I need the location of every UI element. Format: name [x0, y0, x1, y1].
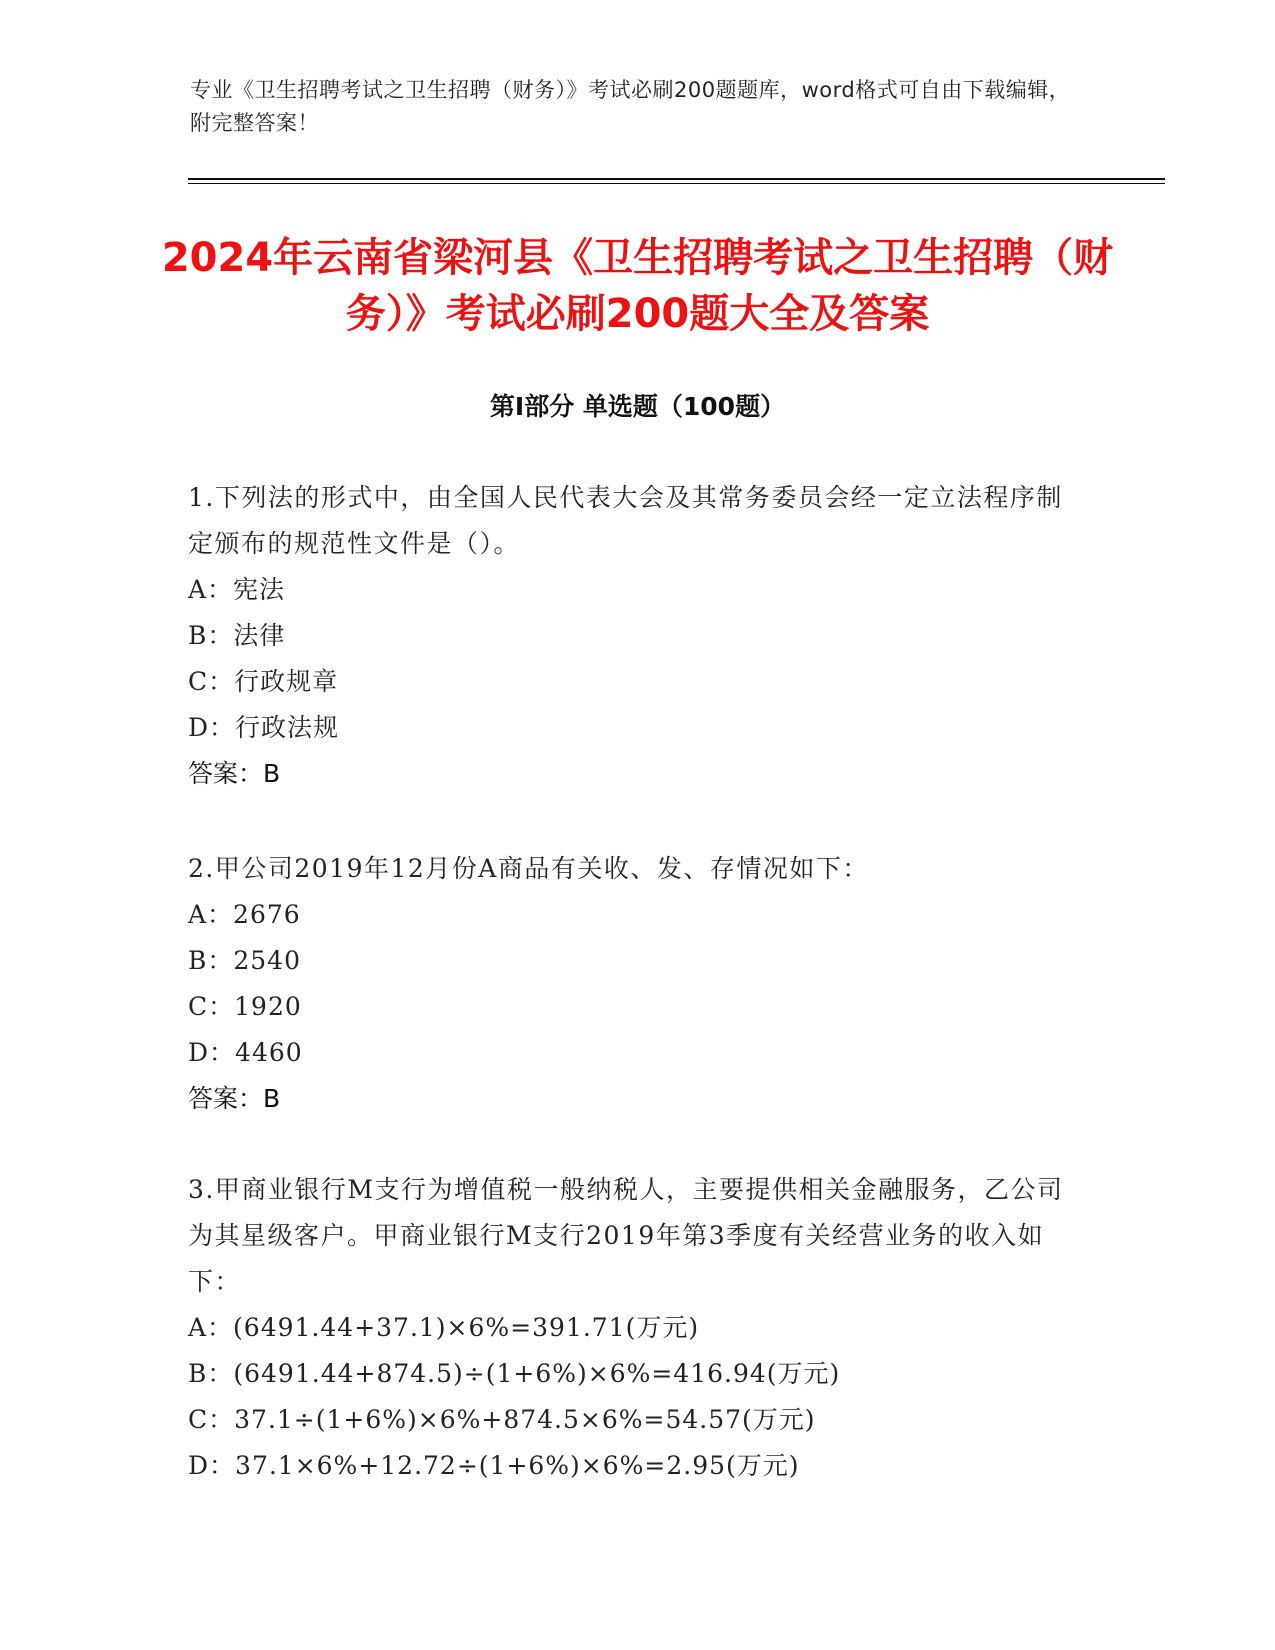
- option-d: D：行政法规: [188, 713, 340, 742]
- question-1: [188, 475, 1088, 797]
- header-divider-thick: [188, 178, 1165, 180]
- option-c: C：1920: [188, 992, 302, 1021]
- answer: 答案：B: [188, 759, 281, 788]
- question-stem: 1.下列法的形式中，由全国人民代表大会及其常务委员会经一定立法程序制定颁布的规范性文件是（）。: [188, 483, 1063, 558]
- answer: 答案：B: [188, 1084, 281, 1113]
- question-stem: 3.甲商业银行M支行为增值税一般纳税人，主要提供相关金融服务，乙公司为其星级客户。甲商业银行M支行2019年第3季度有关经营业务的收入如下：: [188, 1175, 1064, 1296]
- option-c: C：37.1÷(1+6%)×6%+874.5×6%=54.57(万元): [188, 1405, 816, 1434]
- header-note: 专业《卫生招聘考试之卫生招聘（财务）》考试必刷200题题库，word格式可自由下载编辑，附完整答案！: [190, 78, 1071, 135]
- option-a: A：(6491.44+37.1)×6%=391.71(万元): [188, 1313, 700, 1342]
- option-b: B：2540: [188, 946, 301, 975]
- option-a: A：宪法: [188, 575, 286, 604]
- question-3: [188, 1167, 1088, 1489]
- document-title: 2024年云南省梁河县《卫生招聘考试之卫生招聘（财务）》考试必刷200题大全及答案: [161, 235, 1114, 337]
- question-2: [188, 846, 1088, 1122]
- option-b: B：法律: [188, 621, 286, 650]
- option-c: C：行政规章: [188, 667, 339, 696]
- option-b: B：(6491.44+874.5)÷(1+6%)×6%=416.94(万元): [188, 1359, 841, 1388]
- question-stem: 2.甲公司2019年12月份A商品有关收、发、存情况如下：: [188, 854, 869, 883]
- option-d: D：4460: [188, 1038, 303, 1067]
- option-d: D：37.1×6%+12.72÷(1+6%)×6%=2.95(万元): [188, 1451, 800, 1480]
- option-a: A：2676: [188, 900, 301, 929]
- section-heading: 第Ⅰ部分 单选题（100题）: [489, 392, 786, 421]
- header-divider-thin: [188, 183, 1165, 184]
